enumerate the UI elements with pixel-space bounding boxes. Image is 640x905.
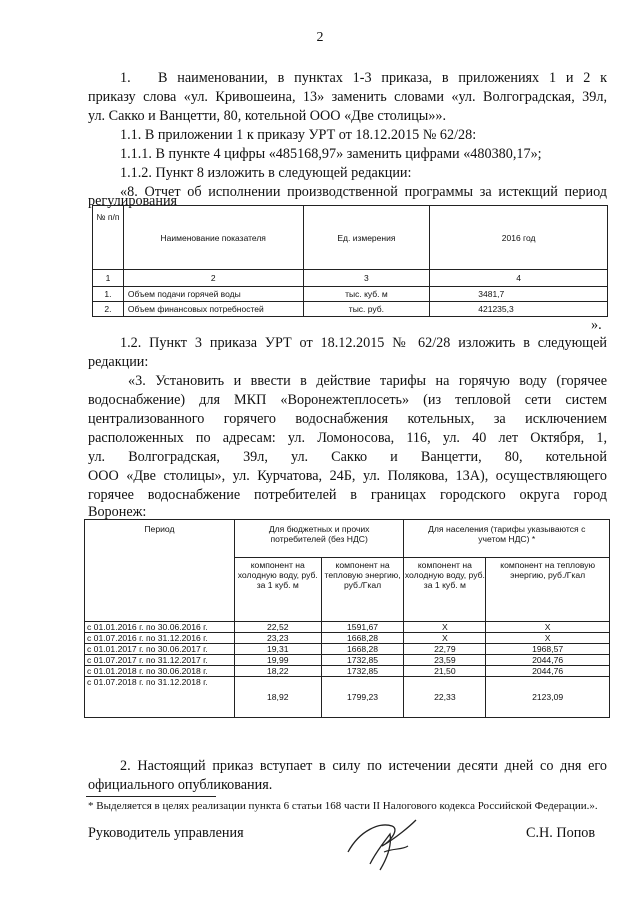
period-cell: с 01.01.2016 г. по 30.06.2016 г.	[85, 622, 235, 633]
paragraph-3-line: ул. Волгоградская, 39л, ул. Сакко и Ванцетти, 80, котельной	[88, 449, 607, 465]
paragraph-1-1-2: 1.1.2. Пункт 8 изложить в следующей редакции:	[120, 165, 412, 181]
table-cell: Х	[404, 633, 486, 644]
table-cell: 1	[93, 270, 124, 287]
table-cell: 3481,7	[430, 287, 608, 302]
table-cell: Объем финансовых потребностей	[123, 302, 303, 317]
table-cell: 22,33	[404, 677, 486, 718]
tariff-table	[84, 519, 610, 718]
footnote	[88, 799, 607, 813]
table-cell: Объем подачи горячей воды	[123, 287, 303, 302]
table-cell: 1732,85	[321, 666, 404, 677]
paragraph-1-number: 1.	[120, 70, 131, 86]
table-row	[85, 677, 610, 718]
paragraph-1-1-1: 1.1.1. В пункте 4 цифры «485168,97» заменить цифрами «480380,17»;	[120, 146, 542, 162]
paragraph-3-line: централизованного горячего водоснабжения котельных, за исключением	[88, 411, 607, 427]
paragraph-1-line-2: приказу слова «ул. Кривошеина, 13» заменить словами «ул. Волгоградская, 39л,	[88, 89, 607, 105]
production-program-table	[92, 205, 608, 317]
table-cell: 21,50	[404, 666, 486, 677]
table-cell: Х	[404, 622, 486, 633]
column-header-number: № п/п	[93, 206, 124, 270]
table-cell: 2.	[93, 302, 124, 317]
table-cell: 23,23	[234, 633, 321, 644]
table-cell: 23,59	[404, 655, 486, 666]
signatory-title: Руководитель управления	[88, 825, 244, 841]
handwritten-signature	[340, 812, 430, 874]
column-header-cold-water-population: компонент на холодную воду, руб. за 1 куб. м	[404, 558, 486, 622]
paragraph-8-line-2: регулирования	[88, 193, 178, 209]
footnote-text: * Выделяется в целях реализации пункта 6 статьи 168 части II Налогового кодекса Российской Федерации.».	[88, 800, 598, 812]
paragraph-3-line: расположенных по адресам: ул. Ломоносова, 116, ул. 40 лет Октября, 1,	[88, 430, 607, 446]
table-cell: 421235,3	[430, 302, 608, 317]
paragraph-3-line: водоснабжение) для МКП «Воронежтеплосеть» (из тепловой сети систем	[88, 392, 607, 408]
column-header-unit: Ед. измерения	[303, 206, 430, 270]
column-header-population: Для населения (тарифы указываются с учетом НДС) *	[404, 520, 610, 558]
table-row	[93, 287, 608, 302]
paragraph-1-2-line-2: редакции:	[88, 354, 149, 370]
table-cell: 18,22	[234, 666, 321, 677]
table-header-row	[85, 520, 610, 558]
table-cell: 1.	[93, 287, 124, 302]
table-cell: 1668,28	[321, 633, 404, 644]
paragraph-3-line: Воронеж:	[88, 504, 147, 520]
table-row	[85, 633, 610, 644]
paragraph-3-line: «3. Установить и ввести в действие тарифы на горячую воду (горячее	[128, 373, 607, 389]
table-cell: тыс. руб.	[303, 302, 430, 317]
period-cell: с 01.07.2016 г. по 31.12.2016 г.	[85, 633, 235, 644]
table-index-row	[93, 270, 608, 287]
table-cell: 2123,09	[486, 677, 610, 718]
table-cell: 1591,67	[321, 622, 404, 633]
table-row	[85, 622, 610, 633]
column-header-indicator: Наименование показателя	[123, 206, 303, 270]
column-header-period: Период	[85, 520, 235, 622]
table-cell: тыс. куб. м	[303, 287, 430, 302]
period-cell: с 01.01.2017 г. по 30.06.2017 г.	[85, 644, 235, 655]
table-header-row	[93, 206, 608, 270]
paragraph-2-line-1: 2. Настоящий приказ вступает в силу по истечении десяти дней со дня его	[120, 758, 607, 774]
column-header-heat-energy: компонент на тепловую энергию, руб./Гкал	[321, 558, 404, 622]
table-cell: 18,92	[234, 677, 321, 718]
table-row	[85, 655, 610, 666]
paragraph-1-2-line-1: 1.2. Пункт 3 приказа УРТ от 18.12.2015 № 62/28 изложить в следующей	[120, 335, 607, 351]
table-cell: 1668,28	[321, 644, 404, 655]
table-cell: 1732,85	[321, 655, 404, 666]
column-header-budget: Для бюджетных и прочих потребителей (без НДС)	[234, 520, 404, 558]
table-cell: 2	[123, 270, 303, 287]
period-cell: с 01.07.2018 г. по 31.12.2018 г.	[85, 677, 235, 718]
column-header-year: 2016 год	[430, 206, 608, 270]
paragraph-1-line-3: ул. Сакко и Ванцетти, 80, котельной ООО «Две столицы»».	[88, 108, 447, 124]
period-cell: с 01.01.2018 г. по 30.06.2018 г.	[85, 666, 235, 677]
table-row	[85, 644, 610, 655]
table-cell: 1968,57	[486, 644, 610, 655]
column-header-cold-water: компонент на холодную воду, руб. за 1 куб. м	[234, 558, 321, 622]
table-cell: 1799,23	[321, 677, 404, 718]
paragraph-3-line: ООО «Две столицы», ул. Курчатова, 24Б, ул. Полякова, 13А), осуществляющего	[88, 468, 607, 484]
table-cell: Х	[486, 633, 610, 644]
table-cell: 22,79	[404, 644, 486, 655]
table-cell: 19,99	[234, 655, 321, 666]
table-cell: 4	[430, 270, 608, 287]
table-row	[93, 302, 608, 317]
table-cell: 3	[303, 270, 430, 287]
column-header-heat-energy-population: компонент на тепловую энергию, руб./Гкал	[486, 558, 610, 622]
signatory-name: С.Н. Попов	[526, 825, 596, 841]
paragraph-3-line: горячее водоснабжение потребителей в границах городского округа город	[88, 487, 607, 503]
table-row	[85, 666, 610, 677]
paragraph-1-1: 1.1. В приложении 1 к приказу УРТ от 18.12.2015 № 62/28:	[120, 127, 477, 143]
page-number: 2	[316, 30, 324, 45]
table-cell: 22,52	[234, 622, 321, 633]
table-cell: 2044,76	[486, 655, 610, 666]
paragraph-8-line-1: «8. Отчет об исполнении производственной программы за истекщий период	[120, 184, 607, 200]
paragraph-1-line-1: В наименовании, в пунктах 1-3 приказа, в приложениях 1 и 2 к	[158, 70, 607, 86]
table-cell: 19,31	[234, 644, 321, 655]
footnote-divider	[86, 796, 216, 797]
period-cell: с 01.07.2017 г. по 31.12.2017 г.	[85, 655, 235, 666]
table-cell: Х	[486, 622, 610, 633]
table-cell: 2044,76	[486, 666, 610, 677]
closing-quote: ».	[591, 317, 602, 333]
paragraph-2-line-2: официального опубликования.	[88, 777, 273, 793]
